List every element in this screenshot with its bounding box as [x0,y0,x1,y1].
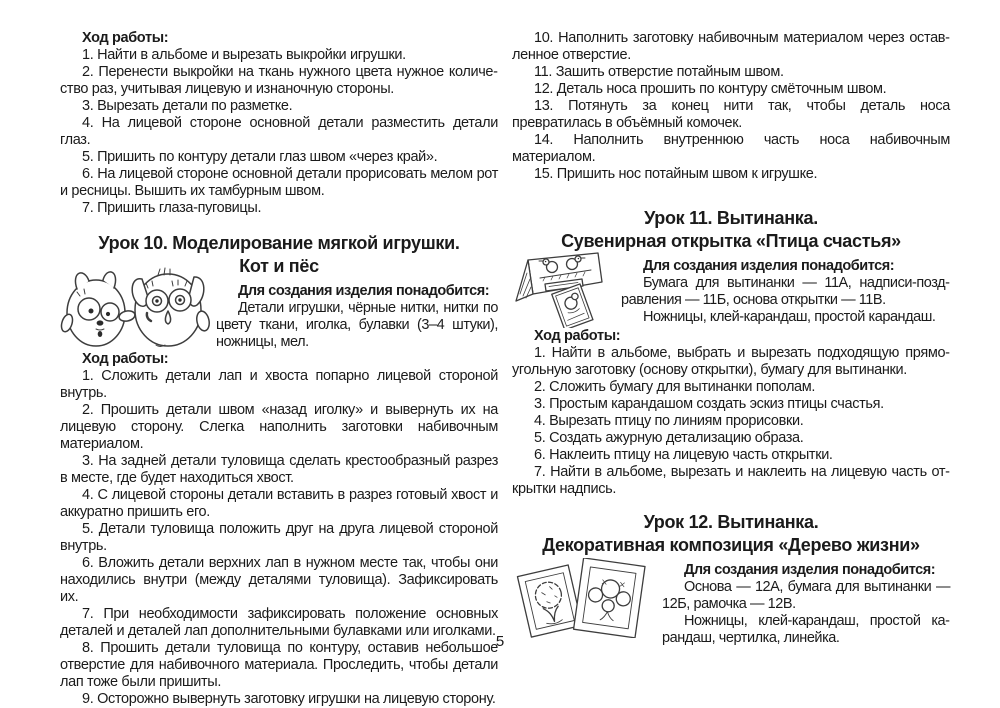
step: 14. Наполнить внутреннюю часть носа набивочным материалом. [512,132,950,165]
lesson-11-materials-heading: Для создания изделия понадобится: [643,258,895,274]
lesson-11-materials [512,258,950,326]
right-column [512,30,950,647]
work-steps-heading: Ход работы: [82,351,169,367]
bird-cards-illustration [512,248,607,328]
lesson-11-title [512,207,950,253]
step: 6. На лицевой стороне основной детали прорисовать мелом рот и ресницы. Вышить их тамбурным швом. [60,166,498,199]
lesson-10-title-line-1: Урок 10. Моделирование мягкой игрушки. [98,233,460,253]
step: 3. Простым карандашом создать эскиз птицы счастья. [534,396,884,412]
step: 11. Зашить отверстие потайным швом. [534,64,784,80]
left-column [60,30,498,708]
step: 4. С лицевой стороны детали вставить в разрез готовый хвост и аккуратно пришить его. [60,487,498,520]
lesson-12-materials-text-2: Ножницы, клей-карандаш, простой карандаш, чертилка, линейка. [662,613,950,646]
step: 5. Создать ажурную детализацию образа. [534,430,804,446]
step: 4. Вырезать птицу по линиям прорисовки. [534,413,804,429]
lesson-10-title-line-2: Кот и пёс [239,256,319,276]
lesson-11-title-line-1: Урок 11. Вытинанка. [644,208,818,228]
step: 3. Вырезать детали по разметке. [82,98,293,114]
lesson-12-title [512,511,950,557]
step: 9. Осторожно вывернуть заготовку игрушки на лицевую сторону. [82,691,496,707]
step: 10. Наполнить заготовку набивочным материалом через оставленное отверстие. [512,30,950,63]
step: 1. Найти в альбоме и вырезать выкройки игрушки. [82,47,406,63]
step: 1. Найти в альбоме, выбрать и вырезать подходящую прямоугольную заготовку (основу открытки), бумагу для вытинанки. [512,345,950,378]
step: 1. Сложить детали лап и хвоста попарно лицевой стороной внутрь. [60,368,498,401]
lesson-11-materials-text-1: Бумага для вытинанки — 11А, надписи-поздравления — 11Б, основа открытки — 11В. [621,275,950,308]
lesson-12-materials-heading: Для создания изделия понадобится: [684,562,936,578]
page-number: 5 [495,633,505,650]
lesson-10-materials-text: Детали игрушки, чёрные нитки, нитки по цвету ткани, иголка, булавки (3–4 штуки), ножницы, мел. [216,300,498,350]
step: 8. Прошить детали туловища по контуру, оставив небольшое отверстие для набивочного материала. Проследить, чтобы детали лап тоже были пришиты. [60,640,498,690]
step: 3. На задней детали туловища сделать крестообразный разрез в месте, где будет находиться хвост. [60,453,498,486]
tree-frames-illustration [512,558,650,638]
work-steps-heading: Ход работы: [534,328,621,344]
step: 7. Пришить глаза-пуговицы. [82,200,262,216]
step: 5. Пришить по контуру детали глаз швом «через край». [82,149,438,165]
lesson-12-title-line-2: Декоративная композиция «Дерево жизни» [542,535,920,555]
step: 6. Вложить детали верхних лап в нужном месте так, чтобы они находились внутри (между деталями туловища). Зафиксировать их. [60,555,498,605]
step: 2. Перенести выкройки на ткань нужного цвета нужное количество раз, учитывая лицевую и изнаночную стороны. [60,64,498,97]
lesson-11-materials-text-2: Ножницы, клей-карандаш, простой карандаш. [643,309,936,325]
cat-and-dog-illustration [60,263,210,351]
step: 6. Наклеить птицу на лицевую часть открытки. [534,447,833,463]
step: 5. Детали туловища положить друг на друга лицевой стороной внутрь. [60,521,498,554]
step: 15. Пришить нос потайным швом к игрушке. [534,166,818,182]
step: 2. Прошить детали швом «назад иголку» и вывернуть их на лицевую сторону. Слегка наполнить заготовки набивочным материалом. [60,402,498,452]
step: 7. Найти в альбоме, вырезать и наклеить на лицевую часть открытки надпись. [512,464,950,497]
lesson-11-title-line-2: Сувенирная открытка «Птица счастья» [561,231,901,251]
lesson-10-materials-heading: Для создания изделия понадобится: [238,283,490,299]
step: 2. Сложить бумагу для вытинанки пополам. [534,379,816,395]
lesson-12-title-line-1: Урок 12. Вытинанка. [643,512,819,532]
work-steps-heading: Ход работы: [82,30,169,46]
lesson-10-materials [60,283,498,351]
step: 12. Деталь носа прошить по контуру смёточным швом. [534,81,887,97]
lesson-12-materials-text-1: Основа — 12А, бумага для вытинанки — 12Б, рамочка — 12В. [662,579,950,612]
step: 7. При необходимости зафиксировать положение основных деталей и деталей лап дополнительными булавками или иголками. [60,606,498,639]
step: 4. На лицевой стороне основной детали разместить детали глаз. [60,115,498,148]
step: 13. Потянуть за конец нити так, чтобы деталь носа превратилась в объёмный комочек. [512,98,950,131]
